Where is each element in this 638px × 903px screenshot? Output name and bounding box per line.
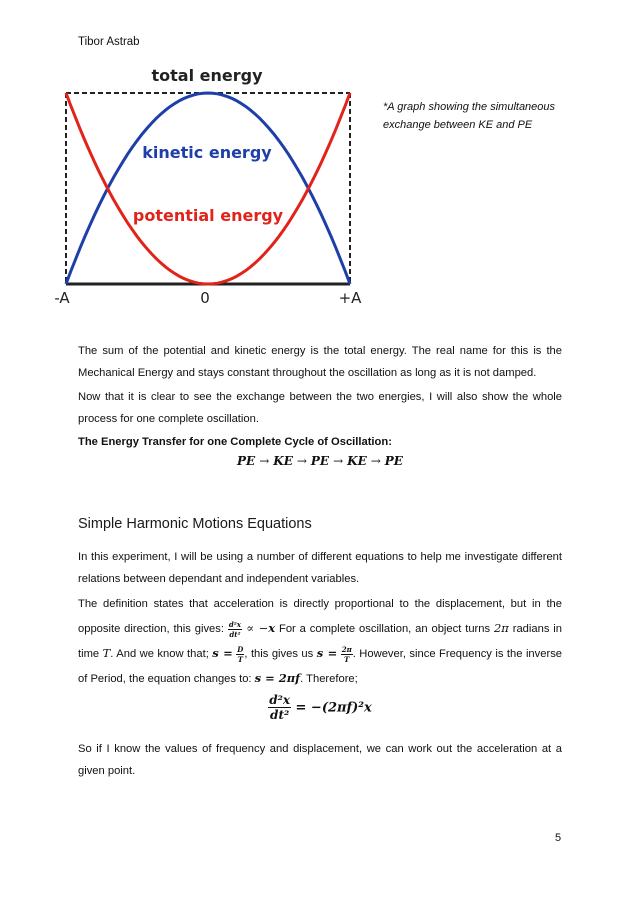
paragraph-conclusion: So if I know the values of frequency and displacement, we can work out the acceleration at a given point. [78, 743, 562, 777]
cycle-step: KE [273, 454, 293, 468]
fraction-d-over-t: $\frac{D}{T}$ [237, 644, 244, 664]
equation-rhs: = −(2πf)²x [295, 700, 372, 716]
energy-graph [52, 58, 382, 308]
paragraph-mechanical-energy: The sum of the potential and kinetic energy is the total energy. The real name for this is the Mechanical Energy and stays constant throughout the oscillation as long as it is not damped. [78, 345, 562, 379]
cycle-step: PE [384, 454, 403, 468]
potential-energy-label: potential energy [132, 206, 284, 225]
cycle-arrow: → [259, 454, 270, 468]
section-heading: Simple Harmonic Motions Equations [78, 516, 312, 532]
cycle-arrow: → [333, 454, 344, 468]
paragraph-definition: The definition states that acceleration is directly proportional to the displacement, but in the opposite direction, this gives: $\frac{\text{d²x}}{\text{dt²}}$ ∝ −x For a complete oscillation, an object turns 2π radians in time T. And we know that; s = $\frac{D}{T}$ , this gives us s = $\frac{2\pi}{T}$ . However, since Frequency is the inverse of Period, the equation changes to: s = 2πf. Therefore; [78, 598, 563, 685]
paragraph-exchange: Now that it is clear to see the exchange between the two energies, I will also show the whole process for one complete oscillation. [78, 391, 562, 425]
paragraph-experiment: In this experiment, I will be using a number of different equations to help me investigate different relations between dependant and independent variables. [78, 551, 562, 585]
cycle-arrow: → [296, 454, 307, 468]
tick-label-right: +A [338, 289, 362, 307]
acceleration-equation [78, 694, 562, 721]
author-name: Tibor Astrab [78, 36, 140, 48]
cycle-step: PE [310, 454, 330, 468]
equation-fraction: $\frac{\text{d²x}}{\text{dt²}}$ [269, 693, 291, 722]
figure-caption: *A graph showing the simultaneous exchange between KE and PE [383, 101, 556, 131]
fraction-2pi-over-t: $\frac{2\pi}{T}$ [341, 644, 352, 664]
tick-label-center: 0 [200, 289, 210, 307]
kinetic-energy-label: kinetic energy [142, 143, 272, 162]
total-energy-label: total energy [151, 66, 263, 85]
potential-energy-curve [66, 93, 350, 284]
page-number: 5 [555, 832, 562, 844]
cycle-step: PE [237, 454, 256, 468]
cycle-step: KE [347, 454, 367, 468]
fraction-d2x-dt2: $\frac{\text{d²x}}{\text{dt²}}$ [228, 619, 241, 639]
tick-label-left: -A [54, 289, 70, 307]
cycle-arrow: → [370, 454, 381, 468]
cycle-heading: The Energy Transfer for one Complete Cycle of Oscillation: [78, 436, 392, 448]
energy-cycle [78, 454, 562, 468]
